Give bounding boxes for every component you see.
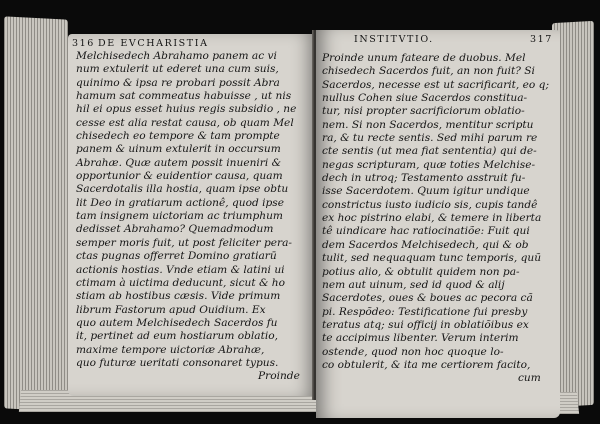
text-line: tulit, sed nequaquam tunc temporis, quũ: [322, 252, 542, 265]
text-line: Melchisedech Abrahamo panem ac vi: [76, 50, 277, 62]
text-line: ra, & tu recte sentis. Sed mihi parum re: [322, 132, 538, 145]
text-line: ostende, quod non hoc quoque lo-: [322, 345, 504, 358]
text-line: te accipimus libenter. Verum interim: [322, 332, 519, 345]
text-line: ex hoc pistrino elabi, & temere in liberta: [322, 212, 542, 225]
text-line: quo autem Melchisedech Sacerdos fu: [76, 316, 278, 329]
right-page-number: 317: [530, 34, 553, 45]
text-line: Proinde unum fateare de duobus. Mel: [322, 52, 526, 64]
text-line: Sacerdotes, oues & boues ac pecora cã: [322, 292, 533, 305]
right-page: [316, 30, 560, 418]
text-line: negas scripturam, quæ toties Melchise-: [322, 158, 536, 171]
text-line: semper moris fuit, ut post feliciter pera-: [76, 236, 292, 249]
right-running-head: INSTITVTIO.: [354, 34, 434, 45]
text-line: quinimo & ipsa re probari possit Abra: [76, 76, 280, 89]
text-line: isse Sacerdotem. Quum igitur undique: [322, 185, 530, 198]
text-line: dedisset Abrahamo? Quemadmodum: [76, 223, 274, 236]
left-page: [68, 34, 316, 396]
text-line: co obtulerit, & ita me certiorem facito,: [322, 358, 531, 371]
text-line: dem Sacerdos Melchisedech, qui & ob: [322, 238, 529, 251]
text-line: hamum sat commeatus habuisse , ut nis: [76, 90, 292, 103]
text-line: stiam ab hostibus cæsis. Vide primum: [76, 290, 281, 303]
text-line: librum Fastorum apud Ouidium. Ex: [76, 303, 266, 316]
text-line: hil ei opus esset huius regis subsidio , ne: [76, 103, 297, 116]
text-line: tam insignem uictoriam ac triumphum: [76, 210, 283, 223]
text-line: dech in utroq; Testamento asstruit fu-: [322, 172, 526, 185]
text-line: nem. Si non Sacerdos, mentitur scriptu: [322, 118, 534, 131]
text-line: ctas pugnas offerret Domino gratiarū: [76, 250, 277, 263]
text-line: panem & uinum extulerit in occursum: [76, 143, 281, 156]
left-fore-edge: [4, 16, 68, 411]
text-line: pi. Respõdeo: Testificatione fui presby: [322, 305, 528, 318]
text-line: nem aut uinum, sed id quod & alij: [322, 278, 505, 291]
text-line: it, pertinet ad eum hostiarum oblatio,: [76, 330, 278, 343]
left-page-number: 316: [72, 38, 95, 49]
left-running-head: DE EVCHARISTIA: [98, 38, 209, 49]
text-line: Sacerdos, necesse est ut sacrificarit, eo q;: [322, 78, 550, 91]
text-line: teratus atq; sui officij in oblatiõibus ex: [322, 318, 529, 331]
text-line: tur, nisi propter sacrificiorum oblatio-: [322, 105, 525, 118]
text-line: num extulerit ut ederet una cum suis,: [76, 63, 279, 76]
right-page-text: [322, 52, 549, 386]
text-line: nullus Cohen siue Sacerdos constitua-: [322, 92, 528, 105]
text-line: lit Deo in gratiarum actionê, quod ipse: [76, 196, 285, 209]
text-line: cte sentis (ut mea fiat sententia) qui de-: [322, 145, 537, 158]
text-line: tê uindicare hac ratiocinatiõe: Fuit qui: [322, 225, 530, 238]
text-line: chisedech Sacerdos fuit, an non fuit? Si: [322, 65, 535, 78]
catchword: cum: [518, 372, 541, 385]
text-line: constrictus iusto iudicio sis, cupis tandê: [322, 198, 538, 211]
catchword: Proinde: [258, 370, 300, 383]
text-line: ctimam à uictima deducunt, sicut & ho: [76, 276, 285, 289]
left-page-text: [76, 50, 300, 384]
text-line: quo futuræ ueritati consonaret typus.: [76, 356, 279, 369]
text-line: Sacerdotalis illa hostia, quam ipse obtu: [76, 183, 289, 196]
text-line: maxime tempore uictoriæ Abrahæ,: [76, 343, 265, 356]
text-line: cesse est alia restat causa, ob quam Mel: [76, 116, 294, 129]
text-line: potius alio, & obtulit quidem non pa-: [322, 265, 520, 278]
text-line: Abrahæ. Quæ autem possit inueniri &: [76, 156, 282, 169]
text-line: chisedech eo tempore & tam prompte: [76, 130, 280, 143]
text-line: opportunior & euidentior causa, quam: [76, 170, 283, 183]
text-line: actionis hostias. Vnde etiam & latini ui: [76, 263, 285, 276]
